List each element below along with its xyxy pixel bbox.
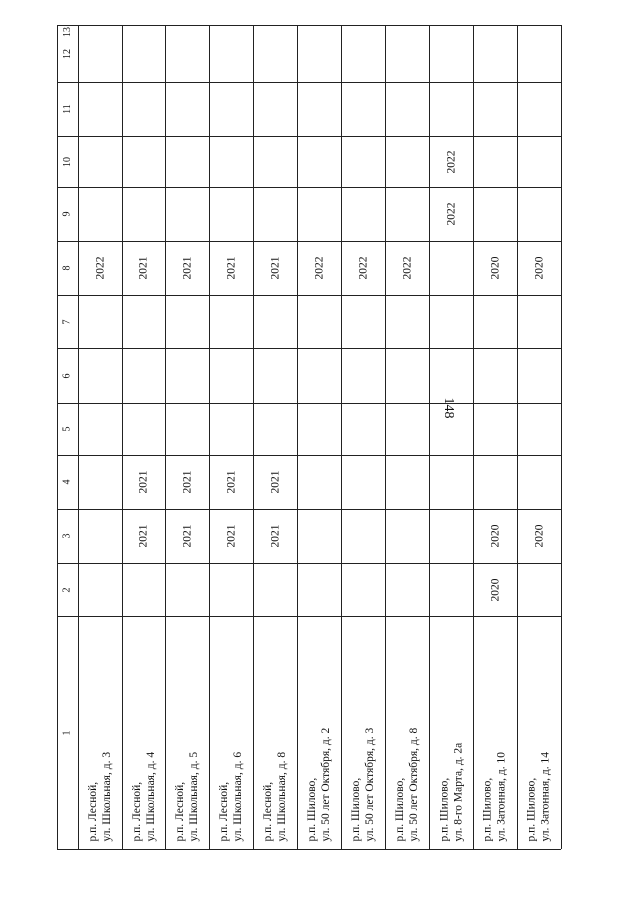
header-label: 3 (61, 533, 73, 539)
cell-value: 2022 (94, 256, 106, 280)
cell-value: 2022 (445, 150, 457, 173)
cell-value: 2021 (225, 470, 237, 494)
table-cell (385, 403, 429, 455)
table-cell (78, 25, 122, 82)
cell-value: 2021 (137, 524, 150, 548)
address-text (305, 727, 333, 841)
table-cell (165, 509, 209, 563)
table-cell (297, 136, 341, 187)
table-cell (253, 348, 297, 403)
header-label: 8 (61, 265, 73, 271)
table-cell (473, 82, 517, 136)
table-cell (122, 348, 165, 403)
table-row-address (78, 616, 122, 849)
table-cell (253, 136, 297, 187)
table-cell (297, 455, 341, 509)
table-cell (165, 187, 209, 241)
table-cell (209, 25, 253, 82)
table-cell (517, 403, 561, 455)
cell-value: 2022 (445, 202, 457, 226)
header-cell (57, 136, 78, 187)
table-row-address (517, 616, 561, 849)
header-label: 2 (61, 587, 73, 592)
table-cell (253, 295, 297, 348)
table-cell (517, 563, 561, 616)
address-settlement: р.п. Лесной, (87, 781, 100, 841)
table-cell (385, 241, 429, 295)
table-cell (473, 509, 517, 563)
header-cell (57, 403, 78, 455)
cell-value: 2021 (137, 256, 150, 280)
table-cell (122, 136, 165, 187)
table-cell (122, 82, 165, 136)
header-label: 1 (61, 730, 73, 735)
table-cell (122, 455, 165, 509)
table-row-address (165, 616, 209, 849)
table-cell (165, 25, 209, 82)
table-cell (429, 563, 473, 616)
table-cell (165, 295, 209, 348)
table-row-address (385, 616, 429, 849)
header-label: 7 (61, 319, 73, 324)
table-cell (253, 187, 297, 241)
table-cell (122, 563, 165, 616)
table-cell (78, 403, 122, 455)
table-cell (165, 241, 209, 295)
address-street: ул. 50 лет Октября, д. 8 (408, 727, 420, 841)
table-cell (78, 348, 122, 403)
table-cell (253, 509, 297, 563)
table-cell (385, 25, 429, 82)
table-row-address (297, 616, 341, 849)
table-cell (341, 187, 385, 241)
header-label: 13 (61, 27, 73, 37)
address-street: ул. 50 лет Октября, д. 3 (364, 727, 376, 841)
cell-value: 2021 (181, 524, 193, 548)
header-label: 12 (61, 48, 73, 59)
table-cell (165, 82, 209, 136)
table-cell (165, 563, 209, 616)
table-cell (429, 348, 473, 403)
table-cell (341, 563, 385, 616)
table-cell (209, 295, 253, 348)
table-cell (341, 136, 385, 187)
table-cell (253, 241, 297, 295)
table-cell (385, 563, 429, 616)
address-settlement: р.п. Шилово, (482, 777, 495, 841)
address-street: ул. Затонная, д. 10 (496, 751, 509, 841)
table-row-address (209, 616, 253, 849)
table-cell (517, 25, 561, 82)
table-cell (122, 241, 165, 295)
table-cell (122, 295, 165, 348)
cell-value: 2021 (269, 470, 281, 494)
table-cell (385, 187, 429, 241)
header-cell (57, 82, 78, 136)
address-settlement: р.п. Шилово, (394, 777, 406, 841)
address-text (393, 727, 421, 841)
table-cell (429, 82, 473, 136)
address-settlement: р.п. Шилово, (526, 777, 539, 841)
header-cell (57, 616, 78, 849)
table-cell (473, 295, 517, 348)
address-text (349, 727, 377, 841)
table-cell (122, 403, 165, 455)
cell-value: 2020 (533, 256, 545, 280)
cell-value: 2021 (181, 256, 193, 280)
table-cell (341, 82, 385, 136)
table-cell (297, 241, 341, 295)
cell-value: 2020 (489, 578, 501, 601)
address-street: ул. Школьная, д. 8 (276, 751, 289, 841)
page-number: 148 (441, 397, 456, 419)
table-cell (341, 455, 385, 509)
address-settlement: р.п. Шилово, (350, 777, 362, 841)
table-cell (341, 403, 385, 455)
table-cell (165, 403, 209, 455)
cell-value: 2021 (137, 470, 150, 494)
table-cell (341, 241, 385, 295)
address-settlement: р.п. Лесной, (262, 781, 275, 841)
table-cell (341, 348, 385, 403)
table-cell (341, 295, 385, 348)
table-row-address (473, 616, 517, 849)
cell-value: 2022 (357, 256, 369, 280)
address-street: ул. Школьная, д. 3 (101, 751, 114, 841)
cell-value: 2021 (225, 524, 237, 548)
table-cell (473, 563, 517, 616)
table-cell (253, 563, 297, 616)
table-cell (385, 455, 429, 509)
table-cell (385, 82, 429, 136)
table-cell (473, 403, 517, 455)
address-street: ул. Затонная, д. 14 (540, 751, 553, 841)
table-cell (209, 136, 253, 187)
table-cell (385, 295, 429, 348)
address-settlement: р.п. Шилово, (306, 777, 318, 841)
table-cell (165, 455, 209, 509)
header-label: 5 (61, 426, 73, 432)
table-cell (78, 82, 122, 136)
table-cell (517, 187, 561, 241)
table-cell (517, 509, 561, 563)
table-cell (297, 295, 341, 348)
table-cell (297, 82, 341, 136)
cell-value: 2020 (533, 524, 545, 548)
header-label: 4 (61, 479, 73, 485)
table-cell (429, 25, 473, 82)
table-cell (253, 25, 297, 82)
table-cell (209, 509, 253, 563)
table-cell (297, 25, 341, 82)
table-cell (78, 187, 122, 241)
cell-value: 2022 (313, 256, 325, 280)
cell-value: 2021 (181, 470, 193, 494)
address-settlement: р.п. Лесной, (174, 781, 187, 841)
table-cell (209, 403, 253, 455)
header-cell (57, 509, 78, 563)
table-cell (473, 187, 517, 241)
table-cell (517, 241, 561, 295)
header-label: 11 (61, 104, 73, 114)
table-cell (297, 187, 341, 241)
table-cell (429, 136, 473, 187)
table-cell (209, 563, 253, 616)
header-label: 10 (61, 156, 73, 167)
table-cell (253, 82, 297, 136)
cell-value: 2021 (269, 256, 281, 280)
table-cell (209, 82, 253, 136)
table-cell (165, 136, 209, 187)
table-cell (517, 82, 561, 136)
table-row-address (122, 616, 165, 849)
table-cell (78, 241, 122, 295)
table-cell (429, 241, 473, 295)
table-cell (517, 455, 561, 509)
address-text (130, 751, 158, 841)
cell-value: 2021 (269, 524, 281, 548)
address-street: ул. Школьная, д. 4 (144, 751, 157, 841)
table-cell (473, 136, 517, 187)
table-row-address (429, 616, 473, 849)
table-row-address (253, 616, 297, 849)
table-cell (429, 403, 473, 455)
data-table (57, 25, 561, 849)
table-cell (78, 563, 122, 616)
address-text (86, 751, 114, 841)
table-cell (78, 295, 122, 348)
address-street: ул. Школьная, д. 5 (188, 751, 201, 841)
table-cell (341, 25, 385, 82)
address-street: ул. 8-го Марта, д. 2а (452, 742, 464, 841)
header-cell (57, 563, 78, 616)
table-vline (561, 25, 562, 849)
table-cell (297, 563, 341, 616)
table-cell (165, 348, 209, 403)
address-street: ул. Школьная, д. 6 (232, 751, 245, 841)
table-cell (122, 25, 165, 82)
table-cell (209, 187, 253, 241)
table-cell (429, 509, 473, 563)
address-settlement: р.п. Лесной, (130, 781, 143, 841)
table-cell (209, 241, 253, 295)
header-cell (57, 455, 78, 509)
address-settlement: р.п. Шилово, (438, 777, 450, 841)
table-cell (473, 25, 517, 82)
table-cell (517, 348, 561, 403)
table-cell (78, 509, 122, 563)
cell-value: 2020 (489, 524, 501, 548)
table-cell (253, 403, 297, 455)
table-cell (517, 295, 561, 348)
table-cell (429, 295, 473, 348)
table-cell (385, 509, 429, 563)
table-cell (78, 455, 122, 509)
header-cell (57, 295, 78, 348)
table-cell (297, 509, 341, 563)
header-cell (57, 348, 78, 403)
header-cell (57, 25, 78, 39)
address-text (217, 751, 245, 841)
table-row-address (341, 616, 385, 849)
cell-value: 2022 (401, 256, 413, 280)
table-cell (429, 455, 473, 509)
header-label: 6 (61, 373, 73, 378)
table-cell (385, 348, 429, 403)
header-cell (57, 187, 78, 241)
cell-value: 2020 (489, 256, 501, 280)
address-text (437, 742, 465, 841)
table-cell (473, 348, 517, 403)
table-cell (473, 455, 517, 509)
header-cell (57, 241, 78, 295)
table-hline (57, 849, 561, 850)
table-cell (253, 455, 297, 509)
table-cell (209, 455, 253, 509)
address-text (261, 751, 289, 841)
table-cell (473, 241, 517, 295)
table-cell (122, 509, 165, 563)
cell-value: 2021 (225, 256, 237, 280)
address-street: ул. 50 лет Октября, д. 2 (320, 727, 332, 841)
table-cell (341, 509, 385, 563)
table-cell (385, 136, 429, 187)
address-text (525, 752, 553, 841)
address-text (173, 751, 201, 841)
header-label: 9 (61, 211, 73, 217)
table-cell (429, 187, 473, 241)
table-cell (209, 348, 253, 403)
address-text (481, 752, 509, 841)
table-cell (297, 348, 341, 403)
table-cell (122, 187, 165, 241)
table-cell (517, 136, 561, 187)
table-cell (78, 136, 122, 187)
table-cell (297, 403, 341, 455)
address-settlement: р.п. Лесной, (218, 781, 231, 841)
